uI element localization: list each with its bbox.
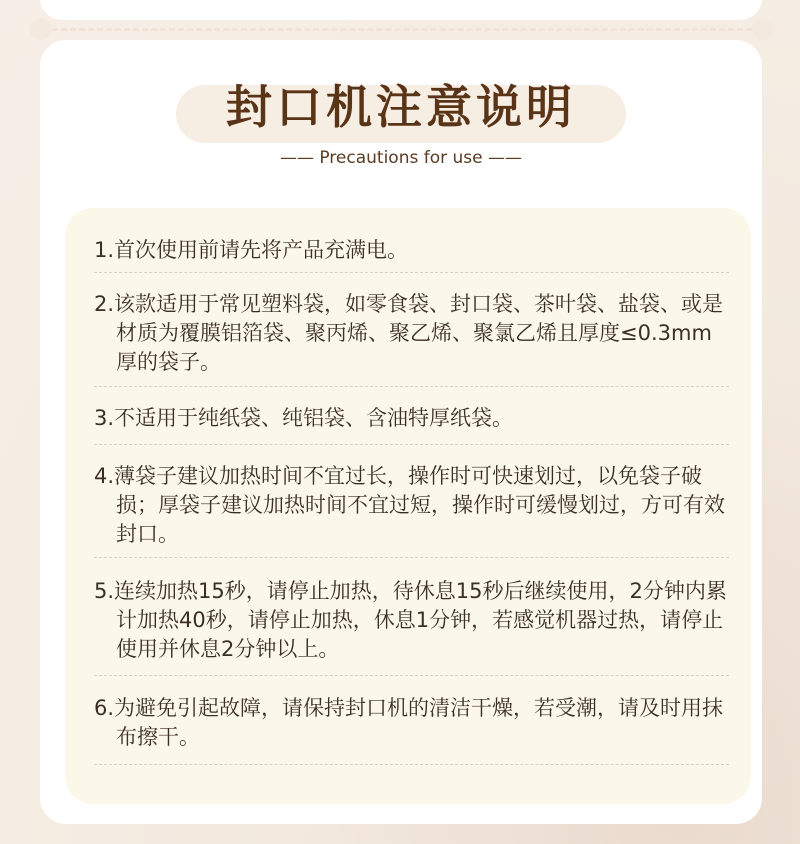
page-title: 封口机注意说明 (226, 80, 576, 134)
list-item (94, 236, 729, 273)
list-item-text: 3.不适用于纯纸袋、纯铝袋、含油特厚纸袋。 (94, 406, 514, 430)
ticket-notch-left (30, 18, 52, 40)
dashed-divider (52, 28, 752, 31)
list-item-text: 5.连续加热15秒，请停止加热，待休息15秒后继续使用，2分钟内累计加热40秒，请停止加热，休息1分钟，若感觉机器过热，请停止使用并休息2分钟以上。 (94, 579, 727, 661)
list-item-text: 2.该款适用于常见塑料袋，如零食袋、封口袋、茶叶袋、盐袋、或是材质为覆膜铝箔袋、聚丙烯、聚乙烯、聚氯乙烯且厚度≤0.3mm厚的袋子。 (94, 292, 724, 374)
list-item (94, 694, 729, 765)
ticket-notch-right (752, 18, 774, 40)
precautions-list (65, 208, 751, 804)
list-item-text: 1.首次使用前请先将产品充满电。 (94, 238, 409, 262)
list-item (94, 577, 729, 676)
list-item (94, 290, 729, 387)
precautions-card (40, 40, 762, 824)
top-card-edge (40, 0, 762, 20)
list-item-text: 4.薄袋子建议加热时间不宜过长，操作时可快速划过，以免袋子破损；厚袋子建议加热时间不宜过短，操作时可缓慢划过，方可有效封口。 (94, 464, 725, 546)
list-item-text: 6.为避免引起故障，请保持封口机的清洁干燥，若受潮，请及时用抹布擦干。 (94, 696, 724, 749)
page-subtitle: —— Precautions for use —— (279, 148, 523, 168)
list-item (94, 404, 729, 445)
list-item (94, 462, 729, 558)
